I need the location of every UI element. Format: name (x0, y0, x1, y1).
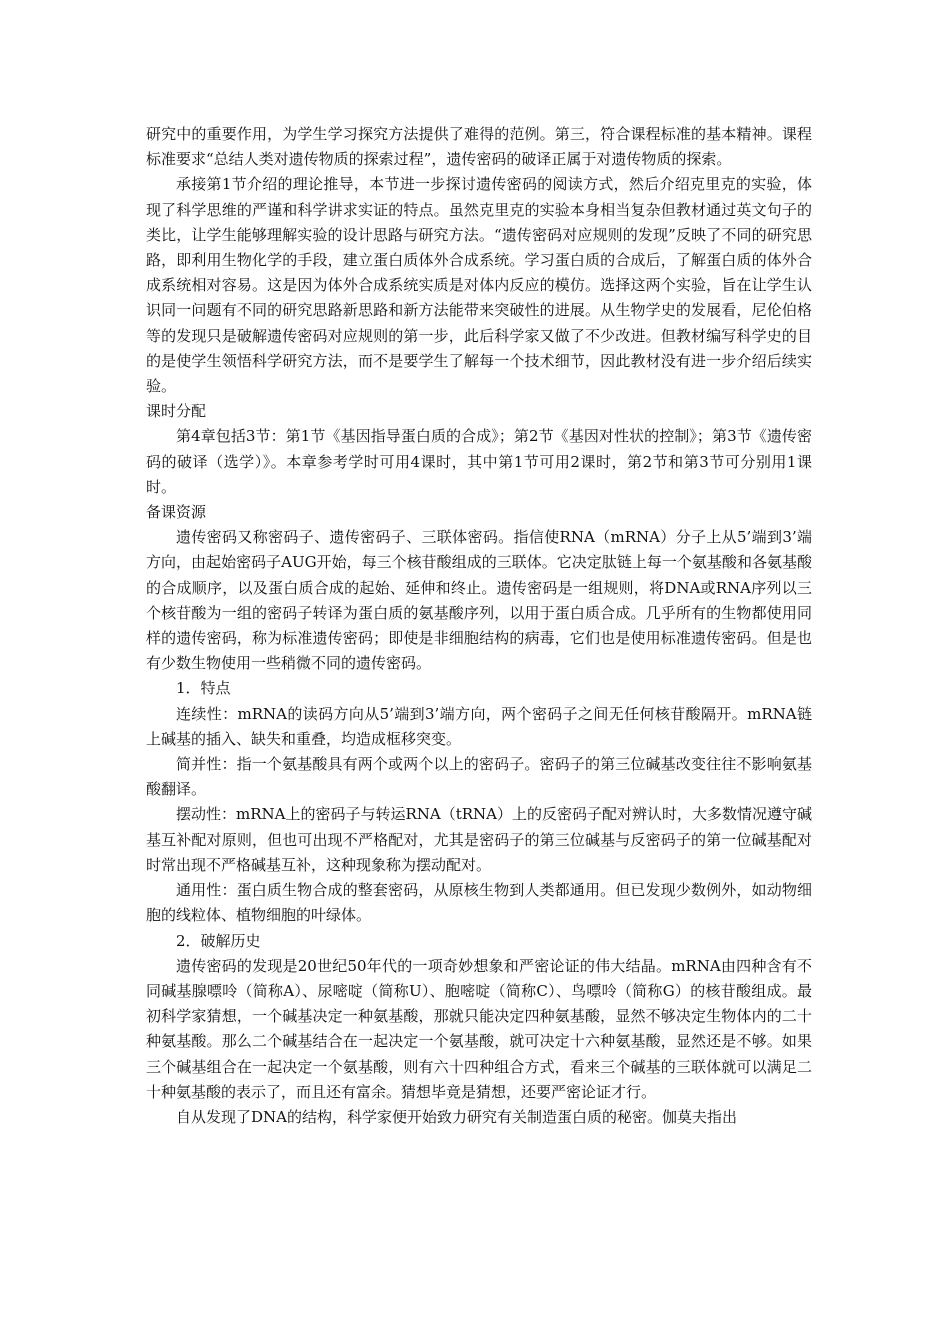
paragraph-section-overview: 承接第1节介绍的理论推导，本节进一步探讨遗传密码的阅读方式，然后介绍克里克的实验，体现了科学思维的严谨和科学讲求实证的特点。虽然克里克的实验本身相当复杂但教材通过英文句子的类比，让学生能够理解实验的设计思路与研究方法。“遗传密码对应规则的发现”反映了不同的研究思路，即利用生物化学的手段，建立蛋白质体外合成系统。学习蛋白质的合成后，了解蛋白质的体外合成系统相对容易。这是因为体外合成系统实质是对体内反应的模仿。选择这两个实验，旨在让学生认识同一问题有不同的研究思路新思路和新方法能带来突破性的进展。从生物学史的发展看，尼伦伯格等的发现只是破解遗传密码对应规则的第一步，此后科学家又做了不少改进。但教材编写科学史的目的是使学生领悟科学研究方法，而不是要学生了解每一个技术细节，因此教材没有进一步介绍后续实验。 (146, 175, 812, 396)
paragraph-degeneracy: 简并性：指一个氨基酸具有两个或两个以上的密码子。密码子的第三位碱基改变往往不影响氨基酸翻译。 (146, 755, 812, 799)
paragraph-wobble: 摆动性：mRNA上的密码子与转运RNA（tRNA）上的反密码子配对辨认时，大多数情况遵守碱基互补配对原则，但也可出现不严格配对，尤其是密码子的第三位碱基与反密码子的第一位碱基配对时常出现不严格碱基互补，这种现象称为摆动配对。 (146, 805, 813, 874)
heading-resources: 备课资源 (146, 503, 207, 522)
paragraph-class-hours: 第4章包括3节：第1节《基因指导蛋白质的合成》；第2节《基因对性状的控制》；第3节《遗传密码的破译（选学）》。本章参考学时可用4课时，其中第1节可用2课时，第2节和第3节可分别用1课时。 (146, 427, 812, 496)
paragraph-discovery: 遗传密码的发现是20世纪50年代的一项奇妙想象和严密论证的伟大结晶。mRNA由四种含有不同碱基腺嘌呤（简称A）、尿嘧啶（简称U）、胞嘧啶（简称C）、鸟嘌呤（简称G）的核苷酸组成。最初科学家猜想，一个碱基决定一种氨基酸，那就只能决定四种氨基酸，显然不够决定生物体内的二十种氨基酸。那么二个碱基结合在一起决定一个氨基酸，就可决定十六种氨基酸，显然还是不够。如果三个碱基组合在一起决定一个氨基酸，则有六十四种组合方式，看来三个碱基的三联体就可以满足二十种氨基酸的表示了，而且还有富余。猜想毕竟是猜想，还要严密论证才行。 (146, 956, 812, 1101)
paragraph-dna-structure: 自从发现了DNA的结构，科学家便开始致力研究有关制造蛋白质的秘密。伽莫夫指出 (176, 1107, 737, 1126)
document-page (146, 122, 812, 1130)
paragraph-continuity: 连续性：mRNA的读码方向从5’端到3’端方向，两个密码子之间无任何核苷酸隔开。mRNA链上碱基的插入、缺失和重叠，均造成框移突变。 (146, 704, 812, 748)
subheading-history: 2．破解历史 (176, 931, 261, 950)
subheading-features: 1．特点 (176, 679, 231, 698)
heading-class-hours: 课时分配 (146, 402, 207, 421)
paragraph-genetic-code-definition: 遗传密码又称密码子、遗传密码子、三联体密码。指信使RNA（mRNA）分子上从5’端到3’端方向，由起始密码子AUG开始，每三个核苷酸组成的三联体。它决定肽链上每一个氨基酸和各氨基酸的合成顺序，以及蛋白质合成的起始、延伸和终止。遗传密码是一组规则，将DNA或RNA序列以三个核苷酸为一组的密码子转译为蛋白质的氨基酸序列，以用于蛋白质合成。几乎所有的生物都使用同样的遗传密码，称为标准遗传密码；即使是非细胞结构的病毒，它们也是使用标准遗传密码。但是也有少数生物使用一些稍微不同的遗传密码。 (146, 528, 812, 673)
paragraph-universality: 通用性：蛋白质生物合成的整套密码，从原核生物到人类都通用。但已发现少数例外，如动物细胞的线粒体、植物细胞的叶绿体。 (146, 881, 812, 925)
paragraph-research-value: 研究中的重要作用，为学生学习探究方法提供了难得的范例。第三，符合课程标准的基本精神。课程标准要求“总结人类对遗传物质的探索过程”，遗传密码的破译正属于对遗传物质的探索。 (146, 125, 812, 169)
